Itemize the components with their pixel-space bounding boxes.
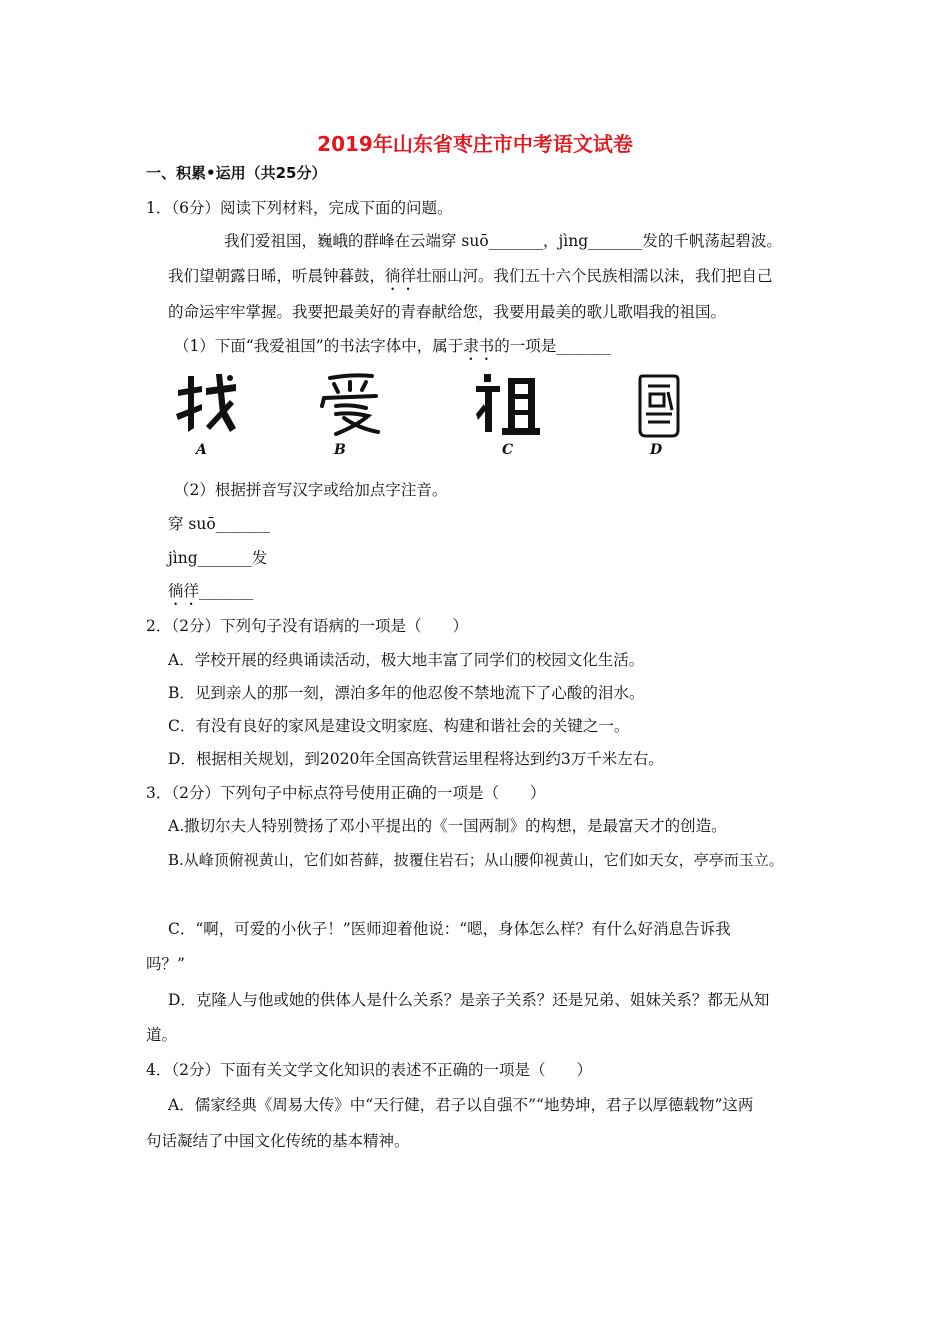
q3-option-d-line-1: D．克隆人与他或她的供体人是什么关系？是亲子关系？还是兄弟、姐妹关系？都无从知 (168, 991, 770, 1009)
q1-sub2: （2）根据拼音写汉字或给加点字注音。 (174, 481, 448, 499)
q1-blank-chuangyang-line: _______ (199, 582, 254, 600)
q3-option-a: A.撒切尔夫人特别赞扬了邓小平提出的《一国两制》的构想，是最富天才的创造。 (168, 817, 727, 835)
q2-option-b: B．见到亲人的那一刻，漂泊多年的他忍俊不禁地流下了心酸的泪水。 (168, 684, 645, 702)
q1-sub1-post: 的一项是_______ (494, 337, 611, 355)
calligraphy-b-image (316, 370, 386, 440)
q3-option-d-line-2: 道。 (146, 1026, 178, 1044)
exam-title: 2019年山东省枣庄市中考语文试卷 (317, 132, 633, 156)
q1-passage-line-2b: 壮丽山河。我们五十六个民族相濡以沫，我们把自己 (416, 267, 773, 285)
q1-sub1-dotted: 隶书 (463, 337, 495, 355)
q4-stem: 4．（2分）下面有关文学文化知识的表述不正确的一项是（ ） (146, 1061, 592, 1079)
q1-blank-jing: jìng_______发 (168, 549, 268, 567)
calligraphy-a-image (172, 370, 242, 440)
q1-sub1-pre: （1）下面“我爱祖国”的书法字体中，属于 (174, 337, 464, 355)
calligraphy-d-label: D (650, 442, 663, 458)
q4-option-a-line-2: 句话凝结了中国文化传统的基本精神。 (146, 1132, 410, 1150)
q3-option-b: B.从峰顶俯视黄山，它们如苔藓，披覆住岩石；从山腰仰视黄山，它们如天女，亭亭而玉立。 (168, 851, 784, 869)
section-heading: 一、积累•运用（共25分） (146, 164, 327, 182)
q1-sub1 (174, 336, 611, 364)
q1-passage-line-3: 的命运牢牢掌握。我要把最美好的青春献给您，我要用最美的歌儿歌唱我的祖国。 (168, 303, 727, 321)
q1-stem: 1．（6分）阅读下列材料，完成下面的问题。 (146, 199, 453, 217)
calligraphy-c-label: C (502, 442, 514, 458)
q4-option-a-line-1: A．儒家经典《周易大传》中“天行健，君子以自强不”“地势坤，君子以厚德载物”这两 (168, 1096, 754, 1114)
calligraphy-b-label: B (334, 442, 346, 458)
q3-stem: 3．（2分）下列句子中标点符号使用正确的一项是（ ） (146, 784, 546, 802)
q3-option-c-line-1: C．“啊，可爱的小伙子！”医师迎着他说：“嗯，身体怎么样？有什么好消息告诉我 (168, 920, 731, 938)
q1-blank-suo: 穿 suō_______ (168, 515, 270, 533)
q2-stem: 2．（2分）下列句子没有语病的一项是（ ） (146, 617, 468, 635)
q2-option-a: A．学校开展的经典诵读活动，极大地丰富了同学们的校园文化生活。 (168, 651, 645, 669)
q1-dotted-chuangyang: 徜徉 (385, 267, 417, 285)
q1-passage-line-2a: 我们望朝露日晞，听晨钟暮鼓， (168, 267, 386, 285)
q1-passage-line-2 (168, 266, 773, 294)
q1-blank-chuangyang-dotted: 徜徉 (168, 582, 200, 600)
q2-option-c: C．有没有良好的家风是建设文明家庭、构建和谐社会的关键之一。 (168, 717, 630, 735)
q2-option-d: D．根据相关规划，到2020年全国高铁营运里程将达到约3万千米左右。 (168, 750, 664, 768)
calligraphy-c-image (472, 370, 542, 440)
calligraphy-a-label: A (196, 442, 207, 458)
q1-blank-chuangyang (168, 581, 253, 609)
q3-option-c-line-2: 吗？” (146, 955, 185, 973)
calligraphy-d-image (624, 370, 694, 440)
q1-passage-line-1: 我们爱祖国，巍峨的群峰在云端穿 suō_______，jìng_______发的千帆荡起碧波。 (224, 232, 782, 250)
